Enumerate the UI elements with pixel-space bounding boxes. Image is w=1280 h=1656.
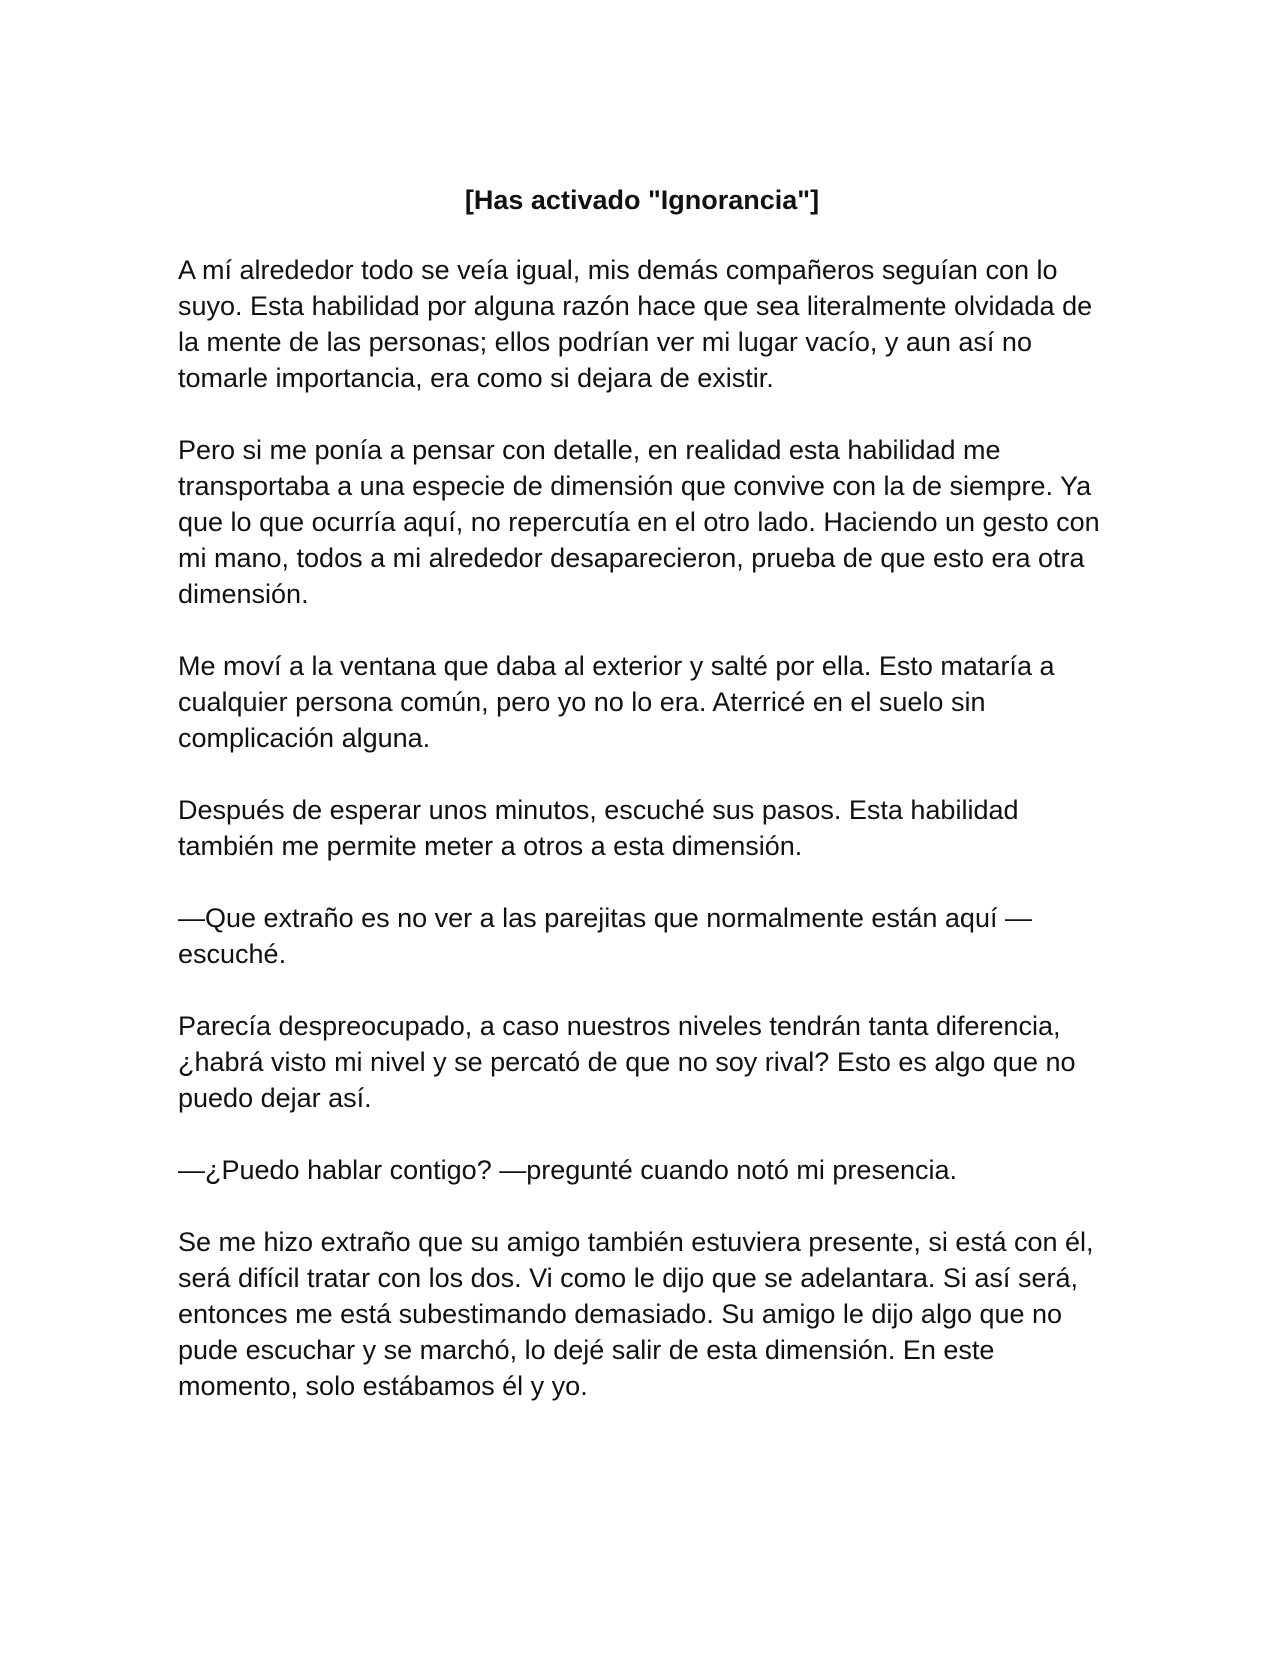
paragraph-7: —¿Puedo hablar contigo? —pregunté cuando notó mi presencia. bbox=[178, 1155, 957, 1185]
paragraph-8: Se me hizo extraño que su amigo también estuviera presente, si está con él, será difícil tratar con los dos. Vi como le dijo que se adelantara. Si así será, entonces me está subestimando demasiado. Su amigo le dijo algo que no pude escuchar y se marchó, lo dejé salir de esta dimensión. En este momento, solo estábamos él y yo. bbox=[178, 1227, 1094, 1401]
chapter-title: [Has activado "Ignorancia"] bbox=[464, 185, 820, 215]
paragraph-1: A mí alrededor todo se veía igual, mis demás compañeros seguían con lo suyo. Esta habilidad por alguna razón hace que sea literalmente olvidada de la mente de las personas; ellos podrían ver mi lugar vacío, y aun así no tomarle importancia, era como si dejara de existir. bbox=[178, 255, 1093, 393]
paragraph-6: Parecía despreocupado, a caso nuestros niveles tendrán tanta diferencia, ¿habrá visto mi nivel y se percató de que no soy rival? Esto es algo que no puedo dejar así. bbox=[178, 1011, 1076, 1113]
paragraph-4: Después de esperar unos minutos, escuché sus pasos. Esta habilidad también me permite meter a otros a esta dimensión. bbox=[178, 795, 1019, 861]
document-body bbox=[178, 182, 1118, 1440]
paragraph-5: —Que extraño es no ver a las parejitas que normalmente están aquí —escuché. bbox=[178, 903, 1032, 969]
paragraph-2: Pero si me ponía a pensar con detalle, en realidad esta habilidad me transportaba a una especie de dimensión que convive con la de siempre. Ya que lo que ocurría aquí, no repercutía en el otro lado. Haciendo un gesto con mi mano, todos a mi alrededor desaparecieron, prueba de que esto era otra dimensión. bbox=[178, 435, 1100, 609]
paragraph-3: Me moví a la ventana que daba al exterior y salté por ella. Esto mataría a cualquier persona común, pero yo no lo era. Aterricé en el suelo sin complicación alguna. bbox=[178, 651, 1055, 753]
